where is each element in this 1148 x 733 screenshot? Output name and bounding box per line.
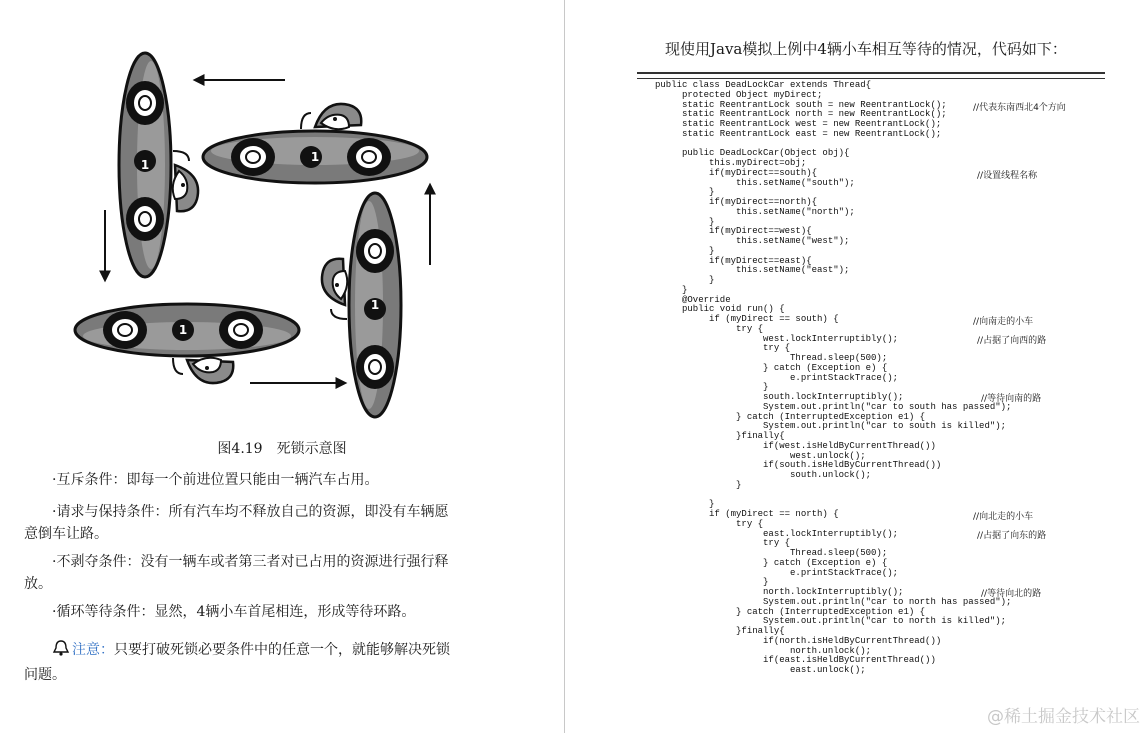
code-listing: public class DeadLockCar extends Thread{ protected Object myDirect; static ReentrantLock south = new ReentrantLock(); static ReentrantLock north = new ReentrantLock(); static ReentrantLock west = new ReentrantLock(); static ReentrantLock east = new ReentrantLock(); public DeadLockCar(Object obj){ this.myDirect=obj; if(myDirect==south){ this.setName("south"); } if(myDirect==north){ this.setName("north"); } if(myDirect==west){ this.setName("west"); } if(myDirect==east){ this.setName("east"); } } @Override public void run() { if (myDirect == south) { try { west.lockInterruptibly(); try { Thread.sleep(500); } catch (Exception e) { e.printStackTrace(); } south.lockInterruptibly(); System.out.println("car to south has passed"); } catch (InterruptedException e1) { System.out.println("car to south is killed"); }finally{ if(west.isHeldByCurrentThread()) west.unlock(); if(south.isHeldByCurrentThread()) south.unlock(); } } if (myDirect == north) { try { east.lockInterruptibly(); try { Thread.sleep(500); } catch (Exception e) { e.printStackTrace(); } north.lockInterruptibly(); System.out.println("car to north has passed"); } catch (InterruptedException e1) { System.out.println("car to north is killed"); }finally{ if(north.isHeldByCurrentThread()) north.unlock(); if(east.isHeldByCurrentThread()) east.unlock(); xyxy=(655,80,1012,675)
paragraph-line: ·不剥夺条件：没有一辆车或者第三者对已占用的资源进行强行释 xyxy=(52,554,449,570)
car-number-1: 1 xyxy=(310,150,320,164)
code-comment: //等待向南的路 xyxy=(981,394,1042,404)
note-text: 只要打破死锁必要条件中的任意一个，就能够解决死锁 xyxy=(114,642,450,658)
code-comment: //代表东南西北4个方向 xyxy=(973,103,1066,113)
paragraph-line: 意倒车让路。 xyxy=(24,526,108,542)
code-comment: //设置线程名称 xyxy=(977,171,1038,181)
figure-caption: 图4.19 死锁示意图 xyxy=(217,441,347,457)
left-page xyxy=(0,0,564,733)
paragraph-line: ·循环等待条件：显然，4辆小车首尾相连，形成等待环路。 xyxy=(52,604,416,620)
paragraph-line: ·请求与保持条件：所有汽车均不释放自己的资源，即没有车辆愿 xyxy=(52,504,449,520)
paragraph-mutex xyxy=(24,469,479,491)
paragraph-circular-wait xyxy=(24,601,479,623)
paragraph-no-preempt xyxy=(24,551,479,595)
code-comment: //向南走的小车 xyxy=(973,317,1034,327)
paragraph-line: 放。 xyxy=(24,576,52,592)
car-number-4: 1 xyxy=(370,298,380,312)
code-top-rule xyxy=(637,72,1105,79)
right-page xyxy=(565,0,1148,733)
code-comment: //占据了向西的路 xyxy=(977,336,1047,346)
paragraph-hold-wait xyxy=(24,501,479,545)
car-number-2: 1 xyxy=(140,158,150,172)
car-number-3: 1 xyxy=(178,323,188,337)
note-label: 注意： xyxy=(72,642,114,658)
note-block xyxy=(24,639,479,686)
watermark: @稀土掘金技术社区 xyxy=(987,707,1140,727)
deadlock-figure xyxy=(60,40,490,440)
paragraph-line: ·互斥条件：即每一个前进位置只能由一辆汽车占用。 xyxy=(52,472,379,488)
bell-icon xyxy=(52,639,70,664)
code-comment: //向北走的小车 xyxy=(973,512,1034,522)
note-text-cont: 问题。 xyxy=(24,667,66,683)
code-comment: //等待向北的路 xyxy=(981,589,1042,599)
code-comment: //占据了向东的路 xyxy=(977,531,1047,541)
section-heading: 现使用Java模拟上例中4辆小车相互等待的情况，代码如下： xyxy=(665,40,1067,58)
